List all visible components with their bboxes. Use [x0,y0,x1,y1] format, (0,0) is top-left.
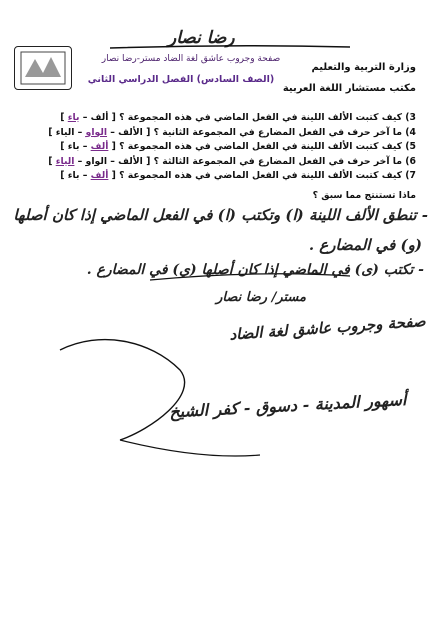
question-number: 6) [402,155,416,167]
question-number: 4) [402,126,416,138]
question-number: 3) [402,112,416,123]
question-number: 5) [402,141,416,152]
question-number: 7) [402,170,416,181]
grade-label: (الصف السادس) [196,74,275,85]
handwritten-line-3: - تكتب (ى) في الماضي إذا كان أصلها (ي) في المضارع . [86,262,424,278]
top-signature: رضا نصار [168,28,235,48]
question-item: 6) ما آخر حرف في الفعل المضارع في المجموعة الثالثة ؟ [ الألف – الواو – الياء ] [48,155,416,167]
question-text: كيف كتبت الألف اللينة في الفعل الماضي في هذه المجموعة ؟ [ [108,112,403,123]
ministry-name [283,60,416,96]
answer-option: ألف [90,141,109,152]
handwritten-signature: مستر/ رضا نصار [216,290,306,305]
term-label [76,74,286,85]
conclusion-prompt: ماذا تستنتج مما سبق ؟ [312,190,416,201]
handwritten-line-2: (و) في المضارع . [308,236,422,254]
page-credit: صفحة وجروب عاشق لغة الضاد مستر-رضا نصار [101,54,281,64]
ministry-label: وزارة التربية والتعليم [311,62,416,73]
question-item: 4) ما آخر حرف في الفعل المضارع في المجموعة الثانية ؟ [ الألف – الواو – الياء ] [48,126,416,138]
answer-option: الألف [118,155,143,167]
ministry-logo [14,46,72,90]
question-text: ما آخر حرف في الفعل المضارع في المجموعة الثالثة ؟ [ [142,155,403,167]
term-name: الفصل الدراسي الثاني [87,74,194,85]
answer-option: ألف [90,170,109,181]
handwritten-location: أسهور المدينة - دسوق - كفر الشيخ [168,390,407,422]
question-text: ما آخر حرف في الفعل المضارع في المجموعة الثانية ؟ [ [142,126,403,138]
question-text: كيف كتبت الألف اللينة في الفعل الماضي في هذه المجموعة ؟ [ [108,141,403,152]
handwritten-credit: صفحة وجروب عاشق لغة الضاد [229,312,427,344]
answer-option: الواو [85,126,108,138]
question-item: 7) كيف كتبت الألف اللينة في الفعل الماضي في هذه المجموعة ؟ [ ألف – باء ] [60,170,416,181]
answer-option: الياء [55,126,75,138]
answer-option: باء [67,141,80,152]
answer-option: الألف [118,126,143,138]
answer-option: الواو [85,155,108,167]
question-item: 3) كيف كتبت الألف اللينة في الفعل الماضي في هذه المجموعة ؟ [ ألف – ياء ] [60,112,416,123]
answer-option: الياء [55,155,75,167]
answer-option: ألف [90,112,109,123]
answer-option: ياء [67,112,80,123]
handwritten-line-1: - تنطق الألف اللينة (ا) وتكتب (ا) في الفعل الماضي إذا كان أصلها [13,206,428,224]
office-label: مكتب مستشار اللغة العربية [282,83,416,94]
answer-option: باء [67,170,80,181]
question-text: كيف كتبت الألف اللينة في الفعل الماضي في هذه المجموعة ؟ [ [108,170,403,181]
question-item: 5) كيف كتبت الألف اللينة في الفعل الماضي في هذه المجموعة ؟ [ ألف – باء ] [60,141,416,152]
